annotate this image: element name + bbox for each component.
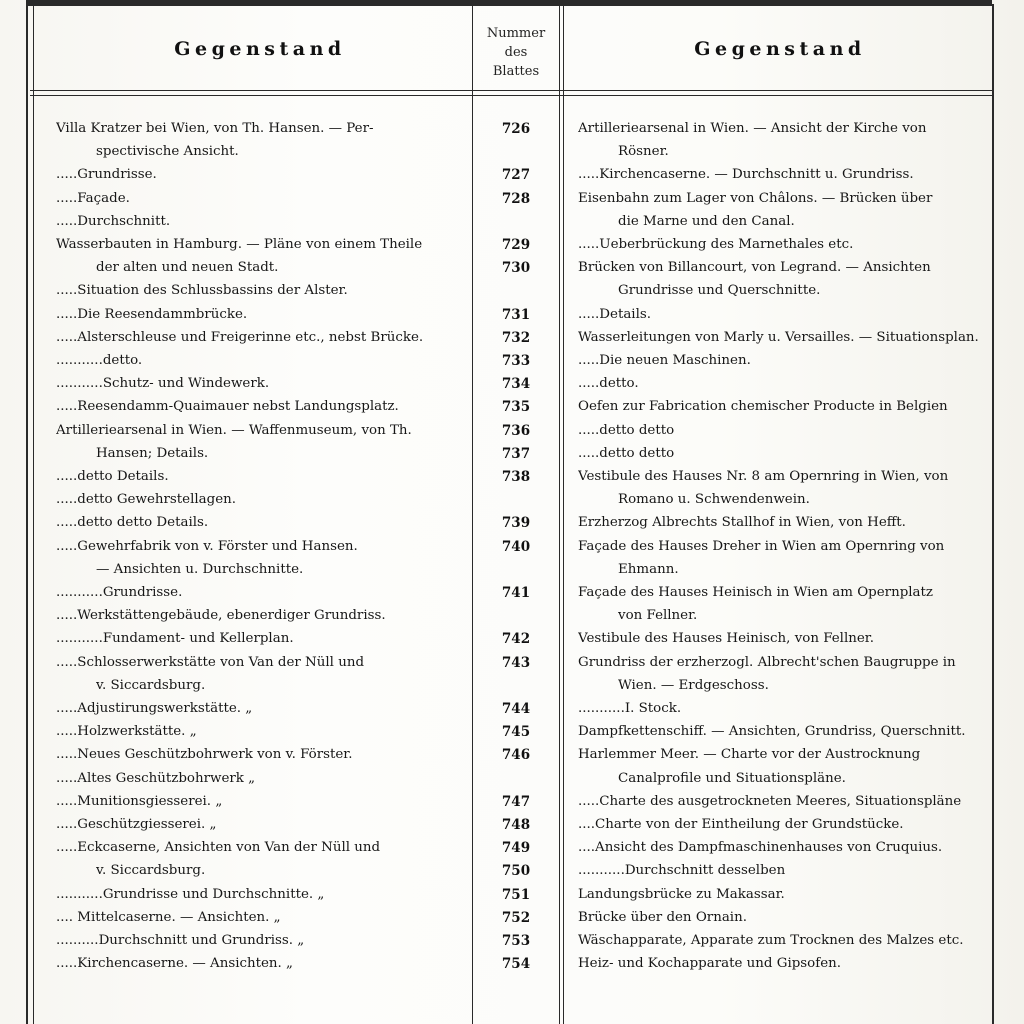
right-entry-line: Wien. — Erdgeschoss. — [618, 678, 769, 693]
right-entry-line: Brücken von Billancourt, von Legrand. — Ansichten — [578, 260, 931, 275]
plate-number: 727 — [501, 167, 531, 183]
left-entry-line: .....Façade. — [56, 191, 130, 206]
left-entry-line: .....Werkstättengebäude, ebenerdiger Grundriss. — [56, 608, 386, 623]
right-entry-line: .....Charte des ausgetrockneten Meeres, Situationspläne — [578, 794, 962, 809]
plate-number: 733 — [501, 353, 531, 369]
plate-number: 737 — [501, 446, 531, 462]
header-rule-bottom — [30, 95, 992, 96]
right-entry-line: Façade des Hauses Heinisch in Wien am Opernplatz — [578, 585, 933, 600]
left-entry-line: .....Alsterschleuse und Freigerinne etc., nebst Brücke. — [56, 330, 424, 345]
left-entry-line: .....Geschützgiesserei. „ — [56, 817, 217, 832]
plate-number: 749 — [501, 840, 531, 856]
right-entry-line: Wäschapparate, Apparate zum Trocknen des Malzes etc. — [578, 933, 964, 948]
left-column-title: Gegenstand — [174, 38, 346, 60]
number-column-title — [474, 24, 558, 81]
plate-number: 747 — [501, 794, 531, 810]
plate-number: 751 — [501, 887, 531, 903]
left-entry-line: ...........Schutz- und Windewerk. — [56, 376, 270, 391]
header-rule-top — [30, 90, 992, 91]
left-entry-line: .....Grundrisse. — [56, 167, 157, 182]
left-entry-line: Hansen; Details. — [96, 446, 209, 461]
plate-number: 745 — [501, 724, 531, 740]
right-entry-line: Grundrisse und Querschnitte. — [618, 283, 821, 298]
number-title-line-2: des — [504, 45, 528, 60]
right-entry-line: Erzherzog Albrechts Stallhof in Wien, von Hefft. — [578, 515, 906, 530]
right-entry-line: ....Ansicht des Dampfmaschinenhauses von Cruquius. — [578, 840, 943, 855]
left-entry-line: .....Holzwerkstätte. „ — [56, 724, 197, 739]
left-entry-line: Villa Kratzer bei Wien, von Th. Hansen. — Per- — [56, 121, 374, 136]
left-outer-border — [26, 4, 28, 1024]
right-entry-line: .....Die neuen Maschinen. — [578, 353, 751, 368]
plate-number: 742 — [501, 631, 531, 647]
right-entry-line: Grundriss der erzherzogl. Albrecht'schen Baugruppe in — [578, 655, 956, 670]
left-entry-line: spectivische Ansicht. — [96, 144, 239, 159]
right-entry-line: Canalprofile und Situationspläne. — [618, 771, 846, 786]
left-inner-border — [33, 4, 34, 1024]
left-entry-line: .....detto Gewehrstellagen. — [56, 492, 236, 507]
left-entry-line: .....Durchschnitt. — [56, 214, 171, 229]
right-entry-line: .....Details. — [578, 307, 652, 322]
left-entry-line: .....Schlosserwerkstätte von Van der Nüll und — [56, 655, 365, 670]
right-entry-line: Artilleriearsenal in Wien. — Ansicht der Kirche von — [578, 121, 927, 136]
number-title-line-1: Nummer — [486, 26, 546, 41]
left-entry-line: .....Adjustirungswerkstätte. „ — [56, 701, 253, 716]
left-entry-line: ..........Durchschnitt und Grundriss. „ — [56, 933, 305, 948]
plate-number — [474, 604, 558, 628]
left-entry-line: ...........Fundament- und Kellerplan. — [56, 631, 294, 646]
right-column-title: Gegenstand — [694, 38, 866, 60]
number-column-left-border — [472, 4, 473, 1024]
plate-number — [474, 767, 558, 791]
plate-number: 754 — [501, 956, 531, 972]
right-entry-line: Ehmann. — [618, 562, 679, 577]
right-entry-line: Heiz- und Kochapparate und Gipsofen. — [578, 956, 842, 971]
plate-number: 752 — [501, 910, 531, 926]
left-entry-line: ...........Grundrisse. — [56, 585, 183, 600]
left-entry-line: .....Reesendamm-Quaimauer nebst Landungsplatz. — [56, 399, 399, 414]
right-entry-line: .....Kirchencaserne. — Durchschnitt u. Grundriss. — [578, 167, 914, 182]
plate-number: 741 — [501, 585, 531, 601]
plate-number: 731 — [501, 307, 531, 323]
right-entry-line: Façade des Hauses Dreher in Wien am Opernring von — [578, 539, 945, 554]
plate-number: 732 — [501, 330, 531, 346]
right-entry-line: Eisenbahn zum Lager von Châlons. — Brücken über — [578, 191, 933, 206]
plate-number — [474, 674, 558, 698]
right-entry-line: .....Ueberbrückung des Marnethales etc. — [578, 237, 854, 252]
plate-number — [474, 279, 558, 303]
plate-number: 736 — [501, 423, 531, 439]
plate-number: 753 — [501, 933, 531, 949]
right-entry-line: Oefen zur Fabrication chemischer Producte in Belgien — [578, 399, 948, 414]
left-entry-line: .....Neues Geschützbohrwerk von v. Förster. — [56, 747, 353, 762]
left-entry-line: .....detto detto Details. — [56, 515, 209, 530]
number-column-right-border-double — [563, 4, 564, 1024]
plate-number: 738 — [501, 469, 531, 485]
number-column-right-border — [559, 4, 560, 1024]
left-entry-line: v. Siccardsburg. — [96, 678, 206, 693]
plate-number — [474, 488, 558, 512]
left-entry-line: v. Siccardsburg. — [96, 863, 206, 878]
plate-number — [474, 210, 558, 234]
plate-number — [474, 140, 558, 164]
plate-number: 739 — [501, 515, 531, 531]
left-entry-line: .....Munitionsgiesserei. „ — [56, 794, 223, 809]
left-entry-line: — Ansichten u. Durchschnitte. — [96, 562, 304, 577]
number-title-line-3: Blattes — [492, 64, 540, 79]
plate-number: 726 — [501, 121, 531, 137]
right-entry-line: Wasserleitungen von Marly u. Versailles. — Situationsplan. — [578, 330, 979, 345]
plate-number: 735 — [501, 399, 531, 415]
plate-number: 744 — [501, 701, 531, 717]
left-entry-line: .....Eckcaserne, Ansichten von Van der Nüll und — [56, 840, 381, 855]
right-entry-line: ...........Durchschnitt desselben — [578, 863, 786, 878]
right-entry-line: die Marne und den Canal. — [618, 214, 795, 229]
left-entry-line: .....Gewehrfabrik von v. Förster und Hansen. — [56, 539, 358, 554]
left-entry-line: .....Altes Geschützbohrwerk „ — [56, 771, 256, 786]
right-entry-line: von Fellner. — [618, 608, 698, 623]
left-entry-line: ...........detto. — [56, 353, 143, 368]
plate-number: 728 — [501, 191, 531, 207]
plate-number: 748 — [501, 817, 531, 833]
left-entry-line: der alten und neuen Stadt. — [96, 260, 279, 275]
right-entry-line: Vestibule des Hauses Nr. 8 am Opernring in Wien, von — [578, 469, 949, 484]
right-entry-line: ...........I. Stock. — [578, 701, 682, 716]
plate-number: 730 — [501, 260, 531, 276]
plate-number: 729 — [501, 237, 531, 253]
plate-number: 746 — [501, 747, 531, 763]
right-entry-line: Dampfkettenschiff. — Ansichten, Grundriss, Querschnitt. — [578, 724, 966, 739]
left-entry-line: .... Mittelcaserne. — Ansichten. „ — [56, 910, 281, 925]
right-entry-line: .....detto detto — [578, 446, 675, 461]
left-entry-line: .....Die Reesendammbrücke. — [56, 307, 248, 322]
right-entry-line: Brücke über den Ornain. — [578, 910, 747, 925]
plate-number: 750 — [501, 863, 531, 879]
right-entry-line: Harlemmer Meer. — Charte vor der Austrocknung — [578, 747, 921, 762]
left-entry-line: .....Situation des Schlussbassins der Alster. — [56, 283, 348, 298]
left-entry-line: Wasserbauten in Hamburg. — Pläne von einem Theile — [56, 237, 423, 252]
right-entry-line: ....Charte von der Eintheilung der Grundstücke. — [578, 817, 904, 832]
right-entry-line: Vestibule des Hauses Heinisch, von Fellner. — [578, 631, 874, 646]
right-entry-line: Rösner. — [618, 144, 669, 159]
left-entry-line: .....detto Details. — [56, 469, 169, 484]
plate-number — [474, 558, 558, 582]
plate-number: 734 — [501, 376, 531, 392]
right-outer-border — [992, 4, 994, 1024]
right-entry-line: Romano u. Schwendenwein. — [618, 492, 810, 507]
left-entry-line: Artilleriearsenal in Wien. — Waffenmuseum, von Th. — [56, 423, 412, 438]
right-entry-line: .....detto detto — [578, 423, 675, 438]
left-entry-line: ...........Grundrisse und Durchschnitte. „ — [56, 887, 325, 902]
top-border — [26, 0, 992, 6]
plate-number: 743 — [501, 655, 531, 671]
left-entry-line: .....Kirchencaserne. — Ansichten. „ — [56, 956, 293, 971]
right-entry-line: Landungsbrücke zu Makassar. — [578, 887, 785, 902]
right-entry-line: .....detto. — [578, 376, 639, 391]
plate-number: 740 — [501, 539, 531, 555]
